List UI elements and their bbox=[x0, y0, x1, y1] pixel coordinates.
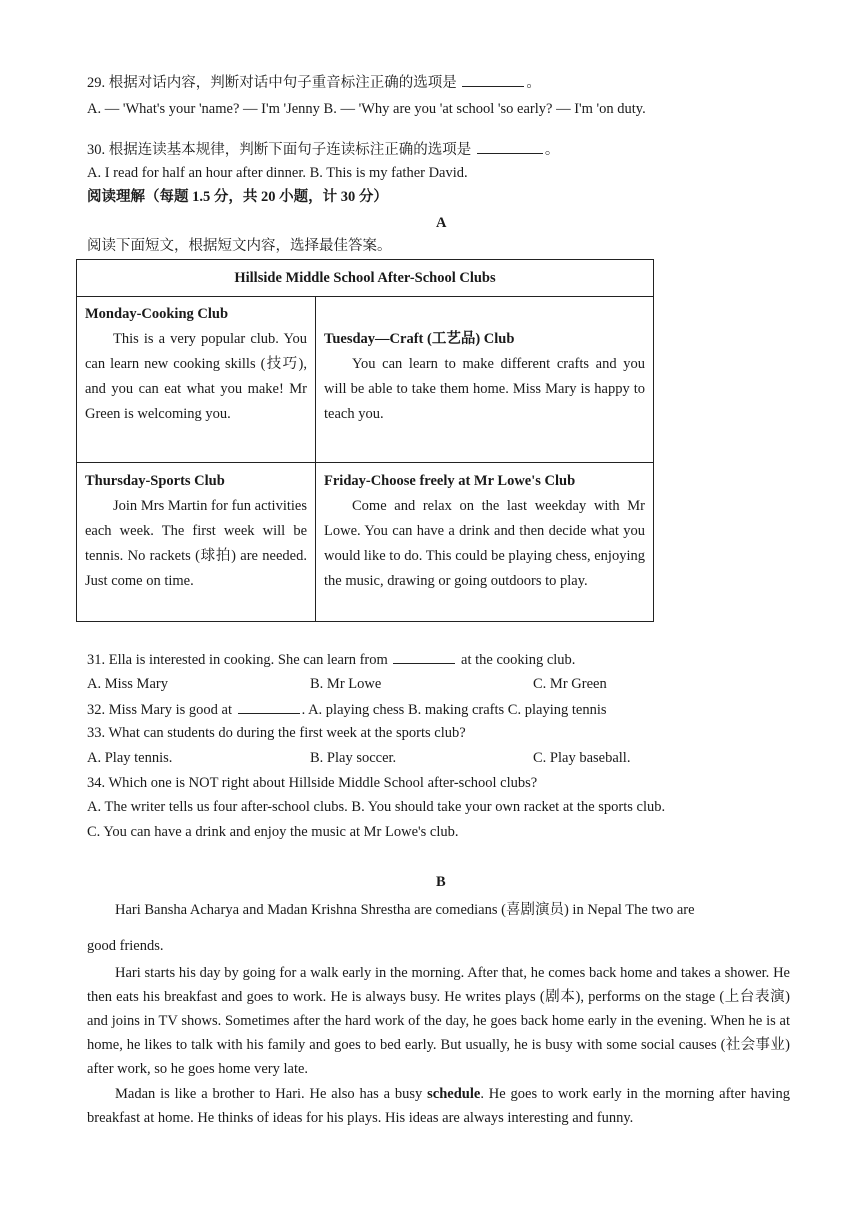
q30-answer-blank[interactable] bbox=[477, 139, 543, 154]
q29-stem: 29. 根据对话内容，判断对话中句子重音标注正确的选项是 bbox=[87, 75, 457, 91]
q32-stem: 32. Miss Mary is good at bbox=[87, 702, 232, 718]
q31-option-b: B. Mr Lowe bbox=[310, 676, 382, 692]
section-title: 阅读理解（每题 1.5 分，共 20 小题，计 30 分） bbox=[87, 189, 388, 205]
q31-stem-b: at the cooking club. bbox=[461, 652, 576, 668]
q32-answer-blank[interactable] bbox=[238, 699, 300, 714]
clubs-table bbox=[76, 259, 654, 622]
passage-b-p3-bold: schedule bbox=[427, 1086, 481, 1102]
q31-answer-blank[interactable] bbox=[393, 649, 455, 664]
q30-end: 。 bbox=[544, 142, 560, 158]
q34-options-ab: A. The writer tells us four after-school clubs. B. You should take your own racket at the sports club. bbox=[87, 799, 666, 815]
passage-b-label: B bbox=[436, 874, 446, 890]
friday-club-body: Come and relax on the last weekday with Mr Lowe. You can have a drink and then decide what you would like to do. This could be playing chess, enjoying the music, drawing or going outdoors to play. bbox=[324, 498, 645, 589]
tuesday-club-cell bbox=[316, 297, 654, 463]
passage-b-p3-b: . He goes to work early in the morning after having breakfast at home. He thinks of ideas for his plays. His ideas are always interesting and funny. bbox=[87, 1086, 791, 1126]
q30-stem: 30. 根据连读基本规律，判断下面句子连读标注正确的选项是 bbox=[87, 142, 472, 158]
question-32 bbox=[87, 699, 607, 720]
thursday-club-title: Thursday-Sports Club bbox=[85, 473, 225, 489]
question-30 bbox=[87, 139, 559, 160]
q32-options: . A. playing chess B. making crafts C. playing tennis bbox=[301, 702, 607, 718]
q31-option-c: C. Mr Green bbox=[533, 676, 607, 692]
q33-option-a: A. Play tennis. bbox=[87, 750, 173, 766]
friday-club-title: Friday-Choose freely at Mr Lowe's Club bbox=[324, 473, 576, 489]
passage-a-label: A bbox=[436, 215, 447, 231]
question-29 bbox=[87, 72, 541, 93]
q33-option-c: C. Play baseball. bbox=[533, 750, 631, 766]
question-34: 34. Which one is NOT right about Hillside Middle School after-school clubs? bbox=[87, 775, 538, 791]
tuesday-club-title: Tuesday—Craft (工艺品) Club bbox=[324, 331, 515, 347]
question-33: 33. What can students do during the first week at the sports club? bbox=[87, 725, 466, 741]
passage-b-p1-line1: Hari Bansha Acharya and Madan Krishna Shrestha are comedians (喜剧演员) in Nepal The two are bbox=[115, 902, 695, 918]
q33-option-b: B. Play soccer. bbox=[310, 750, 397, 766]
thursday-club-cell bbox=[77, 463, 316, 622]
monday-club-body: This is a very popular club. You can learn new cooking skills (技巧), and you can eat what you make! Mr Green is welcoming you. bbox=[85, 331, 307, 422]
tuesday-club-body: You can learn to make different crafts and you will be able to take them home. Miss Mary is happy to teach you. bbox=[324, 356, 645, 422]
reading-instruction: 阅读下面短文，根据短文内容，选择最佳答案。 bbox=[87, 238, 392, 254]
q29-end: 。 bbox=[526, 75, 541, 91]
passage-b-p3 bbox=[87, 1082, 790, 1130]
q29-answer-blank[interactable] bbox=[462, 72, 524, 87]
thursday-club-body: Join Mrs Martin for fun activities each week. The first week will be tennis. No rackets (球拍) are needed. Just come on time. bbox=[85, 498, 307, 589]
monday-club-cell bbox=[77, 297, 316, 463]
friday-club-cell bbox=[316, 463, 654, 622]
q30-options: A. I read for half an hour after dinner. B. This is my father David. bbox=[87, 165, 468, 181]
passage-b-p2: Hari starts his day by going for a walk early in the morning. After that, he comes back home and takes a shower. He then eats his breakfast and goes to work. He is always busy. He writes plays (剧本), performs on the stage (上台表演) and joins in TV shows. Sometimes after the hard work of the day, he goes back home early in the evening. When he is at home, he likes to talk with his family and goes to bed early. But usually, he is busy with some social causes (社会事业) after work, so he goes home very late. bbox=[87, 965, 790, 1077]
q31-stem-a: 31. Ella is interested in cooking. She can learn from bbox=[87, 652, 388, 668]
q29-options: A. — 'What's your 'name? — I'm 'Jenny B. — 'Why are you 'at school 'so early? — I'm 'on duty. bbox=[87, 101, 646, 117]
question-31 bbox=[87, 649, 575, 670]
monday-club-title: Monday-Cooking Club bbox=[85, 306, 229, 322]
clubs-table-header: Hillside Middle School After-School Clubs bbox=[77, 260, 654, 297]
q31-option-a: A. Miss Mary bbox=[87, 676, 168, 692]
q34-option-c: C. You can have a drink and enjoy the music at Mr Lowe's club. bbox=[87, 824, 459, 840]
passage-b-p3-a: Madan is like a brother to Hari. He also has a busy bbox=[115, 1086, 423, 1102]
passage-b-p1-line2: good friends. bbox=[87, 938, 164, 954]
